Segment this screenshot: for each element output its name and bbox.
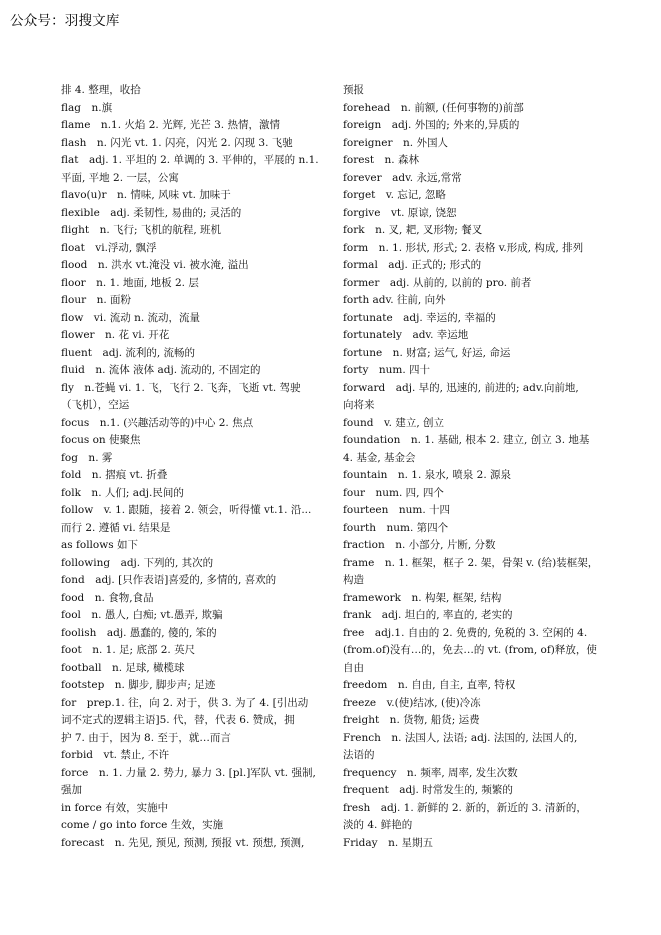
entry-line: form n. 1. 形状, 形式; 2. 表格 v.形成, 构成, 排列 xyxy=(343,241,584,254)
entry-line: forecast n. 先见, 预见, 预测, 预报 vt. 预想, 预测, xyxy=(61,836,305,849)
entry-line: footstep n. 脚步, 脚步声; 足迹 xyxy=(61,679,216,691)
entry-line: freedom n. 自由, 自主, 直率, 特权 xyxy=(343,679,516,691)
entry-line: 自由 xyxy=(343,661,364,674)
entry-line: flavo(u)r n. 情味, 风味 vt. 加味于 xyxy=(61,189,231,201)
entry-line: forbid vt. 禁止, 不许 xyxy=(61,749,170,761)
entry-line: flight n. 飞行; 飞机的航程, 班机 xyxy=(61,224,222,236)
entry-line: frame n. 1. 框架，框子 2. 架，骨架 v. (给)装框架， xyxy=(343,556,599,569)
entry-line: flat adj. 1. 平坦的 2. 单调的 3. 平伸的，平展的 n.1. xyxy=(61,154,319,166)
page-header: 公众号：羽搜文库 xyxy=(10,13,120,29)
entry-line: flag n.旗 xyxy=(61,101,113,114)
entry-line: fortunate adj. 幸运的, 幸福的 xyxy=(343,311,496,324)
entry-line: free adj.1. 自由的 2. 免费的, 免税的 3. 空闲的 4. xyxy=(343,626,588,639)
entry-line: formal adj. 正式的; 形式的 xyxy=(343,259,482,271)
entry-line: fog n. 雾 xyxy=(61,451,113,464)
left-column xyxy=(61,82,331,852)
entry-line: flexible adj. 柔韧性, 易曲的; 灵活的 xyxy=(61,206,242,219)
entry-line: freeze v.(使)结冰, (使)冷冻 xyxy=(343,696,481,709)
entry-line: flame n.1. 火焰 2. 光辉, 光芒 3. 热情，激情 xyxy=(61,119,280,131)
entry-line: （飞机），空运 xyxy=(61,399,130,411)
entry-line: in force 有效，实施中 xyxy=(61,801,169,814)
entry-line: forty num. 四十 xyxy=(343,364,431,376)
entry-line: flash n. 闪光 vt. 1. 闪亮，闪光 2. 闪现 3. 飞驰 xyxy=(61,136,293,149)
entry-line: fourth num. 第四个 xyxy=(343,521,449,534)
entry-line: flower n. 花 vi. 开花 xyxy=(61,329,170,341)
entry-line: 词不定式的逻辑主语]5. 代，替，代表 6. 赞成，拥 xyxy=(61,714,295,726)
entry-line: 强加 xyxy=(61,784,82,796)
entry-line: frequency n. 频率, 周率, 发生次数 xyxy=(343,766,518,779)
entry-line: (from.of)没有…的，免去…的 vt. (from, of)释放，使 xyxy=(343,644,597,656)
entry-line: forgive vt. 原谅, 饶恕 xyxy=(343,206,457,219)
entry-line: forehead n. 前额, (任何事物的)前部 xyxy=(343,101,524,114)
entry-line: force n. 1. 力量 2. 势力, 暴力 3. [pl.]军队 vt. 强制, xyxy=(61,766,316,779)
entry-line: focus on 使聚焦 xyxy=(61,434,141,446)
entry-line: four num. 四, 四个 xyxy=(343,486,444,499)
entry-line: for prep.1. 往，向 2. 对于，供 3. 为了 4. [引出动 xyxy=(61,696,309,709)
entry-line: floor n. 1. 地面, 地板 2. 层 xyxy=(61,276,199,289)
entry-line: come / go into force 生效，实施 xyxy=(61,819,224,831)
entry-line: fluent adj. 流利的, 流畅的 xyxy=(61,346,196,359)
entry-line: float vi.浮动, 飘浮 xyxy=(61,241,157,254)
entry-line: found v. 建立, 创立 xyxy=(343,416,444,429)
entry-line: forever adv. 永远,常常 xyxy=(343,171,462,184)
entry-line: forget v. 忘记, 忽略 xyxy=(343,189,446,201)
entry-line: foolish adj. 愚蠢的, 傻的, 笨的 xyxy=(61,626,217,639)
entry-line: 排 4. 整理，收拾 xyxy=(61,84,141,96)
entry-line: following adj. 下列的, 其次的 xyxy=(61,556,214,569)
entry-line: follow v. 1. 跟随，接着 2. 领会，听得懂 vt.1. 沿... xyxy=(61,504,312,516)
entry-line: fortune n. 财富; 运气, 好运, 命运 xyxy=(343,346,511,359)
entry-line: former adj. 从前的, 以前的 pro. 前者 xyxy=(343,276,532,289)
entry-line: foreigner n. 外国人 xyxy=(343,136,448,149)
entry-line: fourteen num. 十四 xyxy=(343,504,451,516)
right-column xyxy=(343,82,605,852)
entry-line: 构造 xyxy=(343,574,364,586)
entry-line: 平面, 平地 2. 一层，公寓 xyxy=(61,171,179,184)
entry-line: fly n.苍蝇 vi. 1. 飞，飞行 2. 飞奔，飞逝 vt. 驾驶 xyxy=(61,381,301,394)
entry-line: forward adj. 早的, 迅速的, 前进的; adv.向前地, xyxy=(343,381,579,394)
entry-line: foot n. 1. 足; 底部 2. 英尺 xyxy=(61,644,196,656)
entry-line: fond adj. [只作表语]喜爱的, 多情的, 喜欢的 xyxy=(61,574,277,586)
entry-line: fool n. 愚人, 白痴; vt.愚弄, 欺骗 xyxy=(61,609,223,621)
entry-line: foreign adj. 外国的; 外来的,异质的 xyxy=(343,119,520,131)
entry-line: fold n. 摺痕 vt. 折叠 xyxy=(61,469,168,481)
entry-line: as follows 如下 xyxy=(61,539,138,551)
entry-line: 淡的 4. 鲜艳的 xyxy=(343,819,413,831)
entry-line: 向将来 xyxy=(343,399,375,411)
entry-line: flood n. 洪水 vt.淹没 vi. 被水淹, 溢出 xyxy=(61,259,249,271)
entry-line: fraction n. 小部分, 片断, 分数 xyxy=(343,539,496,551)
entry-line: fluid n. 流体 液体 adj. 流动的, 不固定的 xyxy=(61,364,261,376)
entry-line: fresh adj. 1. 新鲜的 2. 新的，新近的 3. 清新的， xyxy=(343,801,587,814)
entry-line: fountain n. 1. 泉水, 喷泉 2. 源泉 xyxy=(343,469,511,481)
entry-line: football n. 足球, 橄榄球 xyxy=(61,661,185,674)
entry-line: frank adj. 坦白的, 率直的, 老实的 xyxy=(343,609,513,621)
entry-line: foundation n. 1. 基础, 根本 2. 建立, 创立 3. 地基 xyxy=(343,434,590,446)
entry-line: framework n. 构架, 框架, 结构 xyxy=(343,591,502,604)
entry-line: 法语的 xyxy=(343,749,375,761)
entry-line: food n. 食物,食品 xyxy=(61,591,154,604)
entry-line: 预报 xyxy=(343,84,364,96)
entry-line: 护 7. 由于，因为 8. 至于，就…而言 xyxy=(61,731,231,744)
entry-line: flow vi. 流动 n. 流动，流量 xyxy=(61,311,201,324)
entry-line: forest n. 森林 xyxy=(343,154,419,166)
entry-line: freight n. 货物, 船货; 运费 xyxy=(343,714,480,726)
entry-line: 4. 基金, 基金会 xyxy=(343,451,416,464)
entry-line: 而行 2. 遵循 vi. 结果是 xyxy=(61,521,171,534)
entry-line: folk n. 人们; adj.民间的 xyxy=(61,486,184,499)
entry-line: French n. 法国人, 法语; adj. 法国的, 法国人的, xyxy=(343,731,578,744)
entry-line: flour n. 面粉 xyxy=(61,294,132,306)
entry-line: forth adv. 往前, 向外 xyxy=(343,294,446,306)
entry-line: fortunately adv. 幸运地 xyxy=(343,329,469,341)
entry-line: Friday n. 星期五 xyxy=(343,836,434,849)
entry-line: focus n.1. (兴趣活动等的)中心 2. 焦点 xyxy=(61,416,254,429)
entry-line: frequent adj. 时常发生的, 频繁的 xyxy=(343,784,513,796)
entry-line: fork n. 叉, 耙, 叉形物; 餐叉 xyxy=(343,224,483,236)
